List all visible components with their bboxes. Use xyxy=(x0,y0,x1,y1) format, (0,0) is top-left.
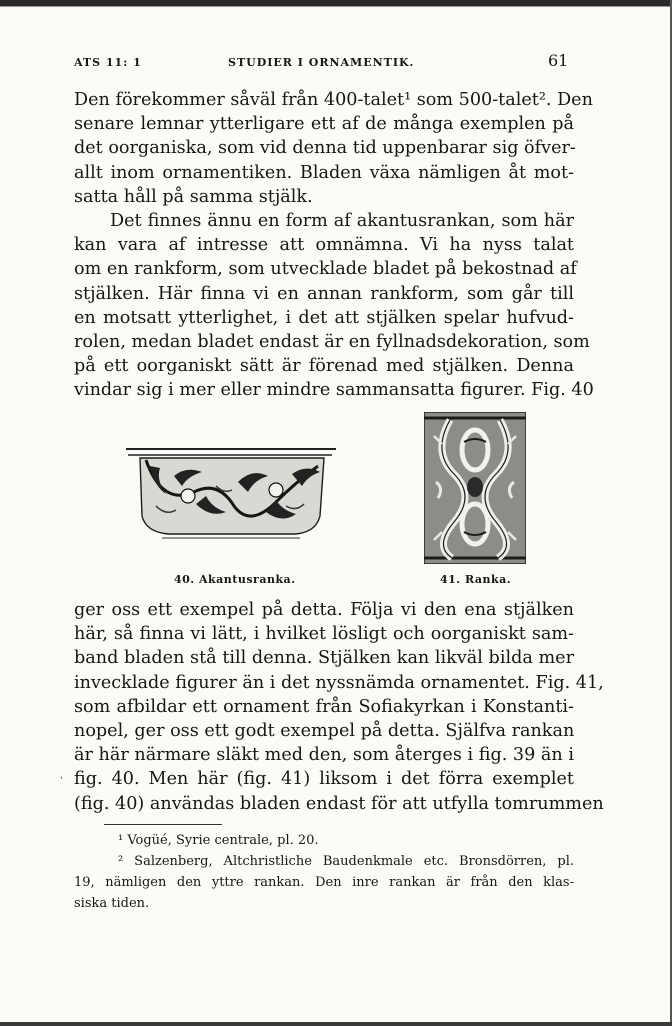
text-line: rolen, medan bladet endast är en fyllnadsdekoration, som xyxy=(74,331,590,352)
paragraph-2 xyxy=(74,209,594,403)
paragraph-1 xyxy=(74,88,593,209)
margin-mark: ‛ xyxy=(60,776,64,787)
text-line: här, så finna vi lätt, i hvilket lösligt och oorganiskt sam- xyxy=(74,624,574,645)
text-line: en motsatt ytterlighet, i det att stjälken spelar hufvud- xyxy=(74,307,574,328)
text-line: stjälken. Här finna vi en annan rankform, som går till xyxy=(74,283,574,304)
text-line: (fig. 40) användas bladen endast för att utfylla tomrummen xyxy=(74,793,604,814)
footnote-2-cont: 19, nämligen den yttre rankan. Den inre rankan är från den klas- xyxy=(74,875,574,890)
footnote-rule xyxy=(104,824,222,825)
footnote-2-cont: siska tiden. xyxy=(74,896,150,911)
text-line: vindar sig i mer eller mindre sammansatta figurer. Fig. 40 xyxy=(74,380,594,401)
text-line: satta håll på samma stjälk. xyxy=(74,186,313,207)
text-line: band bladen stå till denna. Stjälken kan likväl bilda mer xyxy=(74,648,574,669)
figure-40-akantusranka xyxy=(126,446,336,546)
text-line: som afbildar ett ornament från Sofiakyrkan i Konstanti- xyxy=(74,696,574,717)
page-number: 61 xyxy=(548,51,569,70)
running-head-title: STUDIER I ORNAMENTIK. xyxy=(228,56,415,69)
figure-41-caption: 41. Ranka. xyxy=(440,573,512,586)
text-line: allt inom ornamentiken. Bladen växa nämligen åt mot- xyxy=(74,162,574,183)
paragraph-3 xyxy=(74,598,604,816)
text-line: Det finnes ännu en form af akantusrankan, som här xyxy=(110,211,574,231)
text-line: om en rankform, som utvecklade bladet på bekostnad af xyxy=(74,259,577,280)
top-edge-rule-thin xyxy=(0,6,672,7)
footnote-1: ¹ Vogüé, Syrie centrale, pl. 20. xyxy=(118,833,319,848)
text-line: Den förekommer såväl från 400-talet¹ som 500-talet². Den xyxy=(74,90,593,110)
figure-40-caption: 40. Akantusranka. xyxy=(174,573,296,586)
text-line: nopel, ger oss ett godt exempel på detta. Själfva rankan xyxy=(74,720,575,741)
footnote-2: ² Salzenberg, Altchristliche Baudenkmale etc. Bronsdörren, pl. xyxy=(118,854,574,869)
text-line: ger oss ett exempel på detta. Följa vi den ena stjälken xyxy=(74,600,574,620)
text-line: är här närmare släkt med den, som återges i fig. 39 än i xyxy=(74,745,574,766)
text-line: det oorganiska, som vid denna tid uppenbarar sig öfver- xyxy=(74,138,576,159)
bottom-edge-rule xyxy=(0,1022,672,1026)
figure-41-ranka xyxy=(424,412,526,564)
text-line: på ett oorganiskt sätt är förenad med stjälken. Denna xyxy=(74,356,574,377)
text-line: fig. 40. Men här (fig. 41) liksom i det förra exemplet xyxy=(74,769,574,790)
running-head-left: ATS 11: 1 xyxy=(74,56,142,69)
text-line: kan vara af intresse att omnämna. Vi ha nyss talat xyxy=(74,235,574,256)
text-line: senare lemnar ytterligare ett af de många exemplen på xyxy=(74,114,574,135)
footnotes xyxy=(74,830,574,914)
text-line: invecklade figurer än i det nyssnämda ornamentet. Fig. 41, xyxy=(74,672,604,693)
